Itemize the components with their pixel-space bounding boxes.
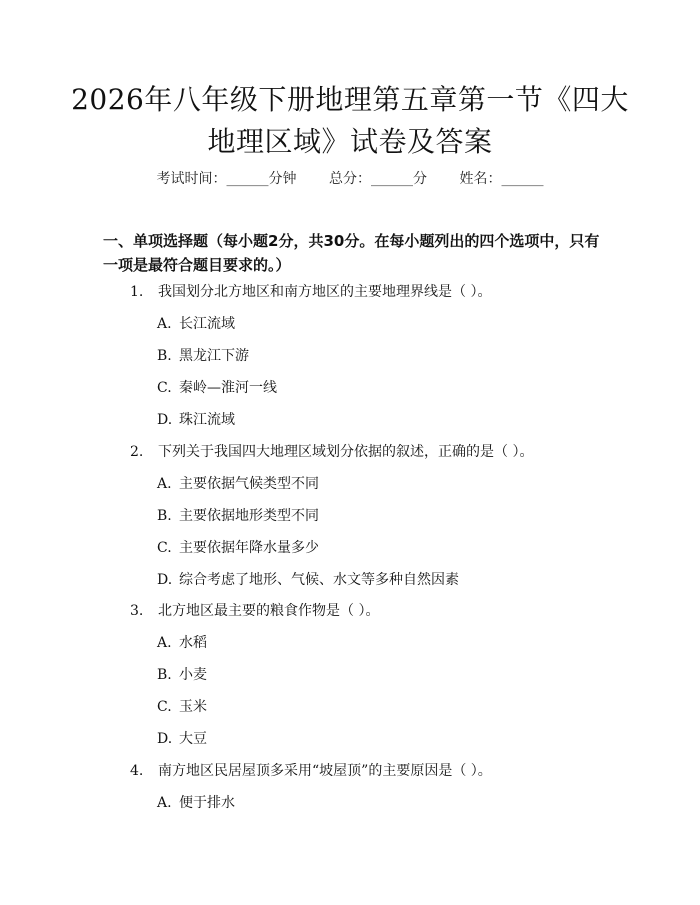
- question-number: 1.: [130, 284, 144, 300]
- option-letter: B.: [157, 508, 172, 524]
- option-3c: [157, 697, 207, 717]
- question-text: 南方地区民居屋顶多采用“坡屋顶”的主要原因是（ ）。: [158, 763, 492, 779]
- option-1a: [157, 314, 235, 334]
- student-name-field: 姓名：______: [459, 171, 544, 187]
- option-letter: D.: [157, 572, 173, 588]
- option-letter: B.: [157, 348, 172, 364]
- option-text: 主要依据气候类型不同: [179, 476, 319, 492]
- option-text: 主要依据地形类型不同: [179, 508, 319, 524]
- option-2c: [157, 538, 319, 558]
- total-score-field: 总分：______分: [329, 171, 427, 187]
- option-text: 主要依据年降水量多少: [179, 540, 319, 556]
- option-2a: [157, 474, 319, 494]
- section-heading: 一、单项选择题（每小题2分，共30分。在每小题列出的四个选项中，只有一项是最符合题目要求的。）: [103, 232, 600, 274]
- question-text: 北方地区最主要的粮食作物是（ ）。: [158, 603, 380, 619]
- option-letter: D.: [157, 412, 173, 428]
- option-3d: [157, 729, 207, 749]
- option-letter: C.: [157, 380, 172, 396]
- question-text: 我国划分北方地区和南方地区的主要地理界线是（ ）。: [158, 284, 492, 300]
- option-text: 大豆: [179, 731, 207, 747]
- option-text: 黑龙江下游: [179, 348, 249, 364]
- option-1b: [157, 346, 249, 366]
- option-3b: [157, 665, 207, 685]
- option-letter: C.: [157, 540, 172, 556]
- page-title-line-1: 2026年八年级下册地理第五章第一节《四大: [71, 83, 629, 116]
- option-letter: A.: [157, 316, 172, 332]
- option-3a: [157, 633, 207, 653]
- exam-time-field: 考试时间：______分钟: [156, 171, 297, 187]
- option-4a: [157, 793, 235, 813]
- option-text: 玉米: [179, 699, 207, 715]
- option-letter: A.: [157, 635, 172, 651]
- question-3: [130, 601, 379, 621]
- option-letter: A.: [157, 795, 172, 811]
- exam-meta-row: [0, 168, 700, 188]
- option-text: 珠江流域: [179, 412, 235, 428]
- question-text: 下列关于我国四大地理区域划分依据的叙述，正确的是（ ）。: [158, 444, 534, 460]
- question-1: [130, 282, 491, 302]
- question-number: 3.: [130, 603, 144, 619]
- question-2: [130, 442, 533, 462]
- option-text: 长江流域: [179, 316, 235, 332]
- option-letter: D.: [157, 731, 173, 747]
- option-text: 便于排水: [179, 795, 235, 811]
- page-title-line-2: 地理区域》试卷及答案: [207, 125, 493, 158]
- question-4: [130, 761, 492, 781]
- option-2b: [157, 506, 319, 526]
- question-number: 4.: [130, 763, 144, 779]
- option-letter: C.: [157, 699, 172, 715]
- option-1c: [157, 378, 277, 398]
- option-1d: [157, 410, 235, 430]
- option-letter: A.: [157, 476, 172, 492]
- option-text: 小麦: [179, 667, 207, 683]
- option-2d: [157, 570, 459, 590]
- option-text: 水稻: [179, 635, 207, 651]
- option-text: 综合考虑了地形、气候、水文等多种自然因素: [179, 572, 459, 588]
- question-number: 2.: [130, 444, 144, 460]
- option-letter: B.: [157, 667, 172, 683]
- option-text: 秦岭—淮河一线: [179, 380, 277, 396]
